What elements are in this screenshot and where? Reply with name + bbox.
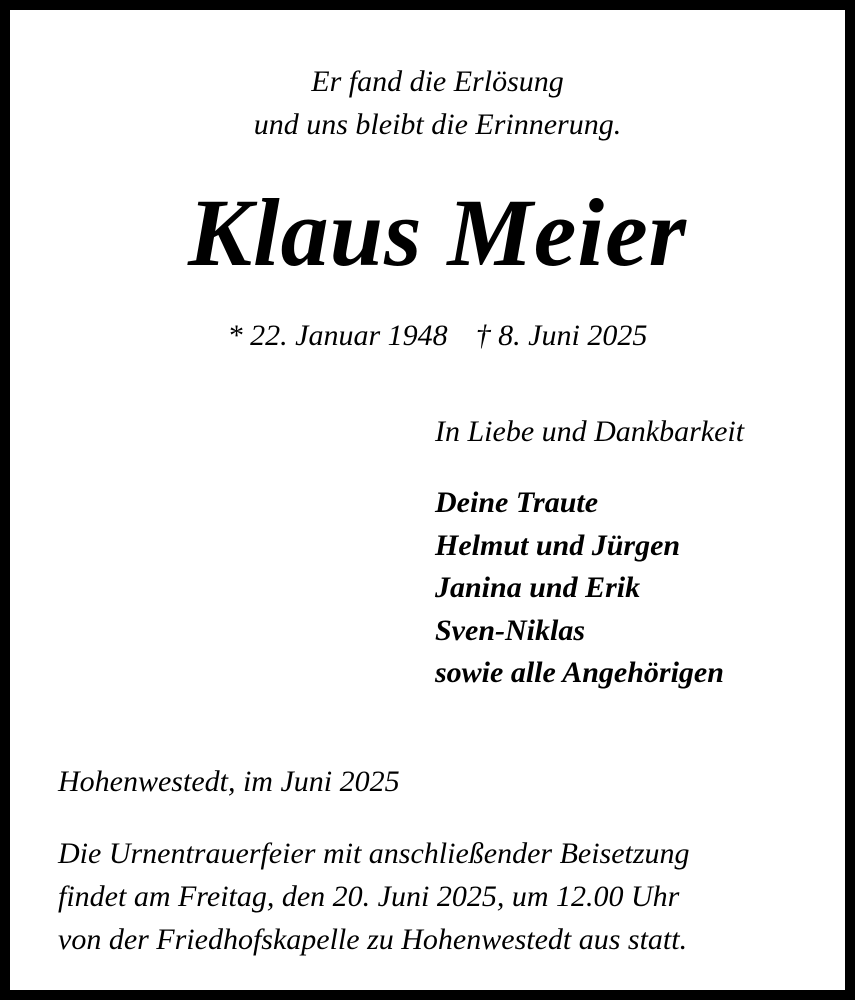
life-dates — [10, 316, 855, 356]
birth-date: * 22. Januar 1948 — [227, 319, 448, 352]
motto-line-2: und uns bleibt die Erinnerung. — [253, 108, 622, 141]
mourner-item: Janina und Erik — [435, 571, 641, 604]
mourner-item: Helmut und Jürgen — [435, 528, 681, 562]
mourners-list — [435, 482, 724, 695]
ceremony-line: von der Friedhofskapelle zu Hohenwestedt aus statt. — [58, 923, 688, 956]
ceremony-line: Die Urnentrauerfeier mit anschließender Beisetzung — [58, 837, 690, 870]
ceremony-announcement — [58, 832, 690, 961]
mourner-item: Deine Traute — [435, 486, 599, 519]
motto-line-1: Er fand die Erlösung — [311, 65, 564, 98]
deceased-name: Klaus Meier — [187, 179, 688, 286]
mourner-item: sowie alle Angehörigen — [435, 656, 724, 689]
thanks-line: In Liebe und Dankbarkeit — [435, 415, 745, 448]
death-date: † 8. Juni 2025 — [475, 319, 648, 352]
ceremony-line: findet am Freitag, den 20. Juni 2025, um 12.00 Uhr — [58, 880, 680, 913]
place-date: Hohenwestedt, im Juni 2025 — [58, 765, 400, 798]
mourner-item: Sven-Niklas — [435, 613, 585, 647]
